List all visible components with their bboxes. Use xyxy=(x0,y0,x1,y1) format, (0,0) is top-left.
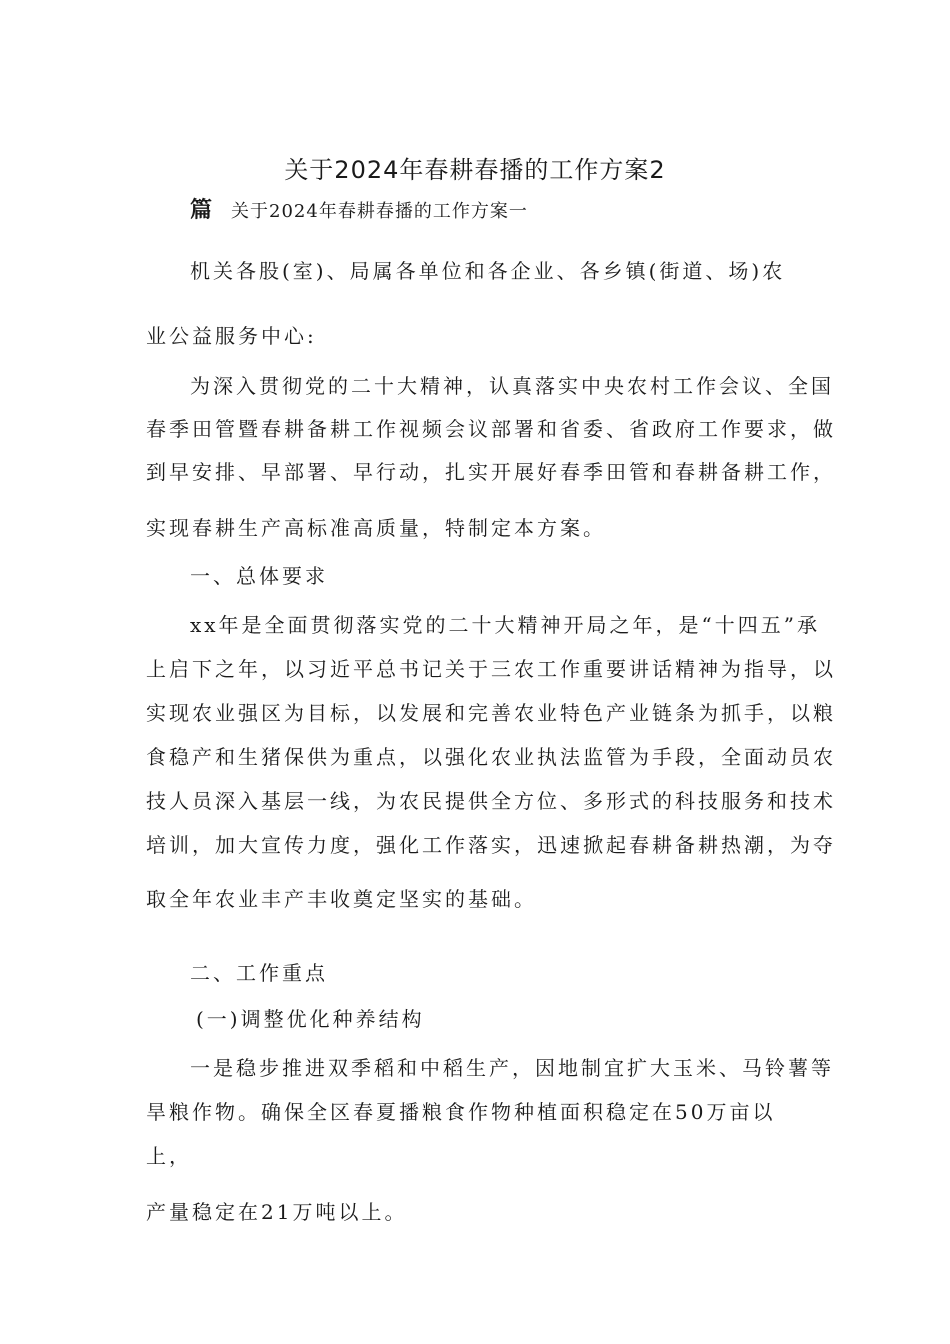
subsection-heading: (一)调整优化种养结构 xyxy=(196,1007,425,1031)
paragraph-line: xx年是全面贯彻落实党的二十大精神开局之年，是“十四五”承 xyxy=(190,613,821,637)
paragraph-line: 实现春耕生产高标准高质量，特制定本方案。 xyxy=(146,516,606,540)
paragraph-line: 上， xyxy=(146,1144,192,1168)
paragraph-line: 取全年农业丰产丰收奠定坚实的基础。 xyxy=(146,887,537,911)
paragraph-line: 产量稳定在21万吨以上。 xyxy=(146,1200,408,1224)
paragraph-line: 为深入贯彻党的二十大精神，认真落实中央农村工作会议、全国 xyxy=(190,374,834,398)
paragraph-line: 实现农业强区为目标，以发展和完善农业特色产业链条为抓手，以粮 xyxy=(146,701,836,725)
section-heading: 二、工作重点 xyxy=(190,961,328,985)
paragraph-line: 培训，加大宣传力度，强化工作落实，迅速掀起春耕备耕热潮，为夺 xyxy=(146,833,836,857)
paragraph-line: 业公益服务中心: xyxy=(146,324,317,348)
paragraph-line: 食稳产和生猪保供为重点，以强化农业执法监管为手段，全面动员农 xyxy=(146,745,836,769)
paragraph-line: 春季田管暨春耕备耕工作视频会议部署和省委、省政府工作要求，做 xyxy=(146,417,836,441)
subhead-text: 关于2024年春耕春播的工作方案一 xyxy=(231,201,528,222)
section-heading: 一、总体要求 xyxy=(190,564,328,588)
subhead-mark: 篇 xyxy=(190,198,214,223)
document-title: 关于2024年春耕春播的工作方案2 xyxy=(284,156,666,184)
paragraph-line: 到早安排、早部署、早行动，扎实开展好春季田管和春耕备耕工作， xyxy=(146,460,836,484)
paragraph-line: 一是稳步推进双季稻和中稻生产，因地制宜扩大玉米、马铃薯等 xyxy=(190,1056,834,1080)
paragraph-line: 机关各股(室)、局属各单位和各企业、各乡镇(街道、场)农 xyxy=(190,259,786,283)
paragraph-line: 旱粮作物。确保全区春夏播粮食作物种植面积稳定在50万亩以 xyxy=(146,1100,776,1124)
paragraph-line: 技人员深入基层一线，为农民提供全方位、多形式的科技服务和技术 xyxy=(146,789,836,813)
paragraph-line: 上启下之年，以习近平总书记关于三农工作重要讲话精神为指导，以 xyxy=(146,657,836,681)
document-subhead xyxy=(190,193,528,224)
